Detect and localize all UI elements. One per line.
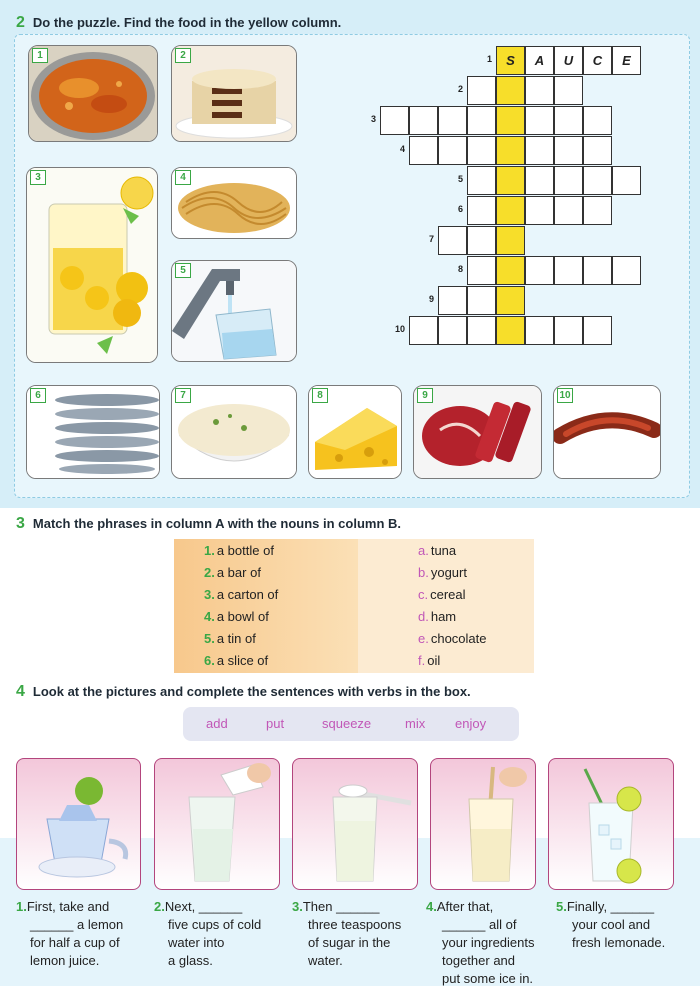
crossword-row-number: 2	[457, 84, 463, 94]
step-3-line: water.	[308, 953, 343, 968]
picture-6-number: 6	[30, 388, 46, 403]
column-a-text: a bar of	[216, 565, 261, 580]
crossword-cell[interactable]	[525, 196, 554, 225]
crossword-cell[interactable]	[496, 166, 525, 195]
step-4-key: 4.	[426, 899, 437, 914]
crossword-row-number: 3	[370, 114, 376, 124]
step-4-line: After that,	[436, 899, 494, 914]
section3-instruction: Match the phrases in column A with the nouns in column B.	[32, 516, 402, 531]
picture-8-cheese	[308, 385, 402, 479]
picture-5-number: 5	[175, 263, 191, 278]
step-2-key: 2.	[154, 899, 165, 914]
crossword-cell[interactable]	[612, 166, 641, 195]
picture-9-meat	[413, 385, 542, 479]
crossword-cell[interactable]	[554, 76, 583, 105]
crossword-cell[interactable]	[496, 76, 525, 105]
step-2-sentence	[154, 898, 261, 970]
column-b-text: oil	[427, 653, 441, 668]
step-4-line: your ingredients	[442, 935, 535, 950]
crossword-cell[interactable]	[409, 316, 438, 345]
crossword-cell[interactable]	[438, 106, 467, 135]
picture-5-water	[171, 260, 297, 362]
crossword-cell[interactable]	[554, 166, 583, 195]
column-a-key: 3.	[204, 587, 215, 602]
column-b-key: f.	[418, 653, 426, 668]
crossword-row-number: 8	[457, 264, 463, 274]
finished-lemonade-image	[549, 759, 673, 889]
step-2-line: five cups of cold	[168, 917, 262, 932]
section2-number: 2	[16, 14, 25, 31]
section4-number: 4	[16, 683, 25, 700]
step-1-key: 1.	[16, 899, 27, 914]
sauce-pot-image	[29, 46, 157, 141]
step-4-line: put some ice in.	[442, 971, 534, 986]
column-b-text: ham	[430, 609, 457, 624]
column-b-key: c.	[418, 587, 429, 602]
crossword-cell[interactable]	[438, 316, 467, 345]
picture-4-number: 4	[175, 170, 191, 185]
crossword-cell[interactable]	[467, 226, 496, 255]
picture-10-number: 10	[557, 388, 573, 403]
crossword-cell[interactable]	[496, 226, 525, 255]
column-b-key: a.	[418, 543, 429, 558]
column-a-key: 2.	[204, 565, 215, 580]
column-b-key: d.	[418, 609, 429, 624]
crossword-letter: A	[534, 53, 545, 68]
crossword-row-number: 6	[457, 204, 463, 214]
step-3-line: three teaspoons	[308, 917, 402, 932]
step-2-line: water into	[168, 935, 225, 950]
step-4-line: together and	[442, 953, 516, 968]
crossword-cell[interactable]	[554, 196, 583, 225]
step-2-picture	[154, 758, 280, 890]
crossword-row-number: 5	[457, 174, 463, 184]
crossword-cell[interactable]	[525, 106, 554, 135]
crossword-cell[interactable]	[554, 256, 583, 285]
column-a-text: a carton of	[216, 587, 279, 602]
picture-6-sardines	[26, 385, 160, 479]
step-5-key: 5.	[556, 899, 567, 914]
crossword-letter: U	[563, 53, 574, 68]
picture-2-number: 2	[175, 48, 191, 63]
crossword-cell[interactable]	[554, 316, 583, 345]
crossword-cell[interactable]	[525, 76, 554, 105]
verb-mix: mix	[405, 716, 426, 731]
crossword-cell[interactable]	[525, 166, 554, 195]
crossword-cell[interactable]	[554, 46, 583, 75]
column-a-key: 1.	[204, 543, 215, 558]
column-b-item-a	[418, 543, 456, 558]
step-5-line: Finally, ______	[566, 899, 655, 914]
column-a-key: 6.	[204, 653, 215, 668]
column-b-text: yogurt	[430, 565, 467, 580]
column-a-key: 5.	[204, 631, 215, 646]
column-b-item-f	[418, 653, 440, 668]
picture-2-cake	[171, 45, 297, 142]
column-a-text: a tin of	[216, 631, 256, 646]
column-a-key: 4.	[204, 609, 215, 624]
step-1-line: lemon juice.	[30, 953, 100, 968]
step-4-line: ______ all of	[442, 917, 517, 932]
crossword-cell[interactable]	[467, 166, 496, 195]
crossword-cell[interactable]	[583, 166, 612, 195]
crossword-cell[interactable]	[409, 136, 438, 165]
step-1-sentence	[16, 898, 123, 970]
step-5-line: fresh lemonade.	[572, 935, 666, 950]
column-a-item-6	[204, 653, 268, 668]
crossword-cell[interactable]	[612, 256, 641, 285]
step-3-sentence	[292, 898, 401, 970]
crossword-cell[interactable]	[525, 46, 554, 75]
crossword-cell[interactable]	[525, 136, 554, 165]
column-b-item-e	[418, 631, 487, 646]
crossword-cell[interactable]	[554, 106, 583, 135]
crossword-letter: C	[592, 53, 603, 68]
step-3-line: of sugar in the	[308, 935, 391, 950]
crossword-letter: E	[622, 53, 631, 68]
crossword-row-number: 9	[428, 294, 434, 304]
crossword-cell[interactable]	[380, 106, 409, 135]
step-1-line: First, take and	[26, 899, 110, 914]
step-5-sentence	[556, 898, 665, 952]
crossword-cell[interactable]	[496, 106, 525, 135]
crossword-cell[interactable]	[496, 286, 525, 315]
verb-squeeze: squeeze	[322, 716, 372, 731]
crossword-cell[interactable]	[583, 196, 612, 225]
picture-1-sauce	[28, 45, 158, 142]
column-b-text: tuna	[430, 543, 457, 558]
pouring-water-image	[155, 759, 279, 889]
picture-8-number: 8	[312, 388, 328, 403]
column-a-text: a bowl of	[216, 609, 269, 624]
column-a-item-2	[204, 565, 261, 580]
section3-number: 3	[16, 515, 25, 532]
step-3-line: Then ______	[302, 899, 380, 914]
step-2-line: Next, ______	[164, 899, 243, 914]
crossword-cell[interactable]	[496, 196, 525, 225]
column-b-item-b	[418, 565, 467, 580]
crossword-cell[interactable]	[467, 316, 496, 345]
crossword-row-number: 4	[399, 144, 405, 154]
sardines-image	[27, 386, 159, 478]
column-b	[358, 539, 534, 673]
step-3-key: 3.	[292, 899, 303, 914]
column-a-item-1	[204, 543, 274, 558]
picture-3-lemonade	[26, 167, 158, 363]
column-a-item-3	[204, 587, 278, 602]
crossword-cell[interactable]	[496, 46, 525, 75]
crossword-cell[interactable]	[438, 226, 467, 255]
picture-7-number: 7	[175, 388, 191, 403]
crossword-cell[interactable]	[438, 136, 467, 165]
crossword-cell[interactable]	[496, 256, 525, 285]
crossword-cell[interactable]	[467, 286, 496, 315]
sugar-spoon-image	[293, 759, 417, 889]
section4-instruction: Look at the pictures and complete the sentences with verbs in the box.	[32, 684, 471, 699]
crossword-cell[interactable]	[467, 106, 496, 135]
column-a-text: a bottle of	[216, 543, 274, 558]
column-b-text: chocolate	[430, 631, 487, 646]
picture-9-number: 9	[417, 388, 433, 403]
picture-7-rice	[171, 385, 297, 479]
column-a-text: a slice of	[216, 653, 269, 668]
crossword-cell[interactable]	[525, 316, 554, 345]
section4-heading	[16, 683, 471, 701]
column-b-key: e.	[418, 631, 429, 646]
crossword-cell[interactable]	[496, 136, 525, 165]
crossword-cell[interactable]	[438, 286, 467, 315]
lemonade-image	[27, 168, 157, 362]
picture-10-sausage	[553, 385, 661, 479]
crossword-cell[interactable]	[583, 106, 612, 135]
crossword-cell[interactable]	[583, 316, 612, 345]
crossword-cell[interactable]	[583, 136, 612, 165]
crossword-cell[interactable]	[467, 196, 496, 225]
crossword-cell[interactable]	[409, 106, 438, 135]
crossword-cell[interactable]	[612, 46, 641, 75]
picture-3-number: 3	[30, 170, 46, 185]
crossword-cell[interactable]	[525, 256, 554, 285]
crossword-cell[interactable]	[583, 46, 612, 75]
step-5-picture	[548, 758, 674, 890]
crossword-cell[interactable]	[496, 316, 525, 345]
crossword-cell[interactable]	[554, 136, 583, 165]
lemon-squeezer-image	[17, 759, 140, 889]
column-b-key: b.	[418, 565, 429, 580]
step-1-line: for half a cup of	[30, 935, 120, 950]
picture-4-spaghetti	[171, 167, 297, 239]
step-4-picture	[430, 758, 536, 890]
crossword-cell[interactable]	[467, 256, 496, 285]
verb-enjoy: enjoy	[455, 716, 487, 731]
column-b-item-d	[418, 609, 456, 624]
section3-heading	[16, 515, 401, 533]
column-b-text: cereal	[430, 587, 466, 602]
meat-image	[414, 386, 541, 478]
crossword-row-number: 7	[428, 234, 434, 244]
step-3-picture	[292, 758, 418, 890]
section2-instruction: Do the puzzle. Find the food in the yellow column.	[32, 15, 342, 30]
section2-heading	[16, 14, 341, 32]
crossword-row-number: 1	[486, 54, 492, 64]
crossword-cell[interactable]	[467, 76, 496, 105]
column-a-item-5	[204, 631, 256, 646]
step-5-line: your cool and	[572, 917, 651, 932]
crossword-cell[interactable]	[467, 136, 496, 165]
column-b-item-c	[418, 587, 466, 602]
crossword-cell[interactable]	[583, 256, 612, 285]
step-1-picture	[16, 758, 141, 890]
step-4-sentence	[426, 898, 535, 988]
step-2-line: a glass.	[168, 953, 213, 968]
column-a-item-4	[204, 609, 269, 624]
crossword-letter: S	[506, 53, 515, 68]
mixing-spoon-image	[431, 759, 535, 889]
picture-1-number: 1	[32, 48, 48, 63]
verb-put: put	[266, 716, 285, 731]
step-1-line: ______ a lemon	[30, 917, 124, 932]
verb-add: add	[206, 716, 228, 731]
crossword-row-number: 10	[394, 324, 405, 334]
